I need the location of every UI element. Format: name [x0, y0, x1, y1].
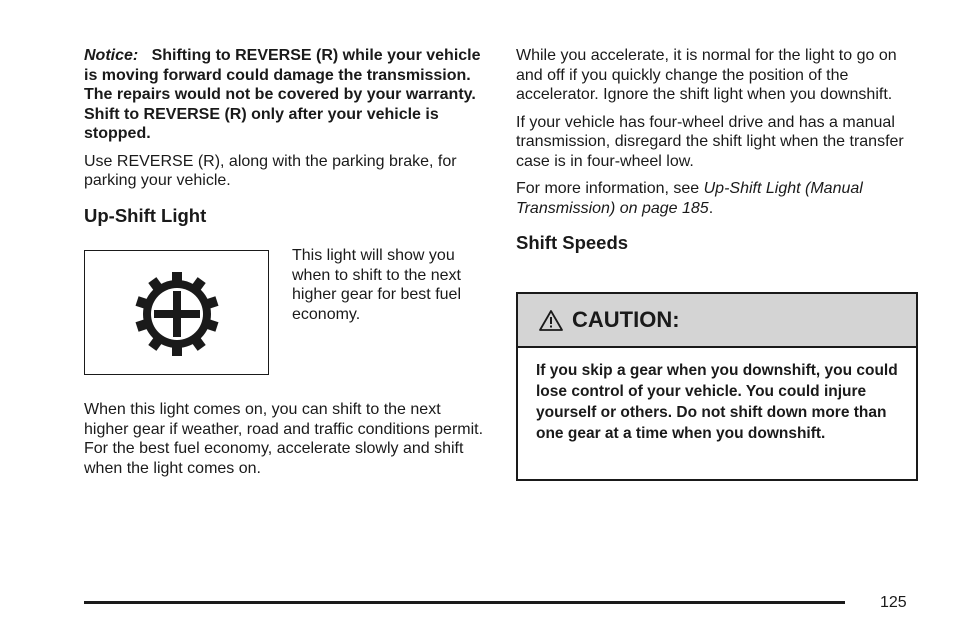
page-number: 125	[880, 594, 907, 611]
caution-title: CAUTION:	[572, 307, 680, 332]
notice-text: Shifting to REVERSE (R) while your vehicle is moving forward could damage the transmission. The repairs would not be covered by your warranty. Shift to REVERSE (R) only after your vehicle is stopped.	[84, 47, 481, 142]
right-column	[516, 46, 918, 442]
accelerate-paragraph: While you accelerate, it is normal for the light to go on and off if you quickly change the position of the accelerator. Ignore the shift light when you downshift.	[516, 47, 897, 103]
light-comes-on-paragraph: When this light comes on, you can shift to the next higher gear if weather, road and traffic conditions permit. For the best fuel economy, accelerate slowly and shift when the light comes on.	[84, 401, 484, 477]
left-column	[84, 46, 484, 477]
upshift-light-icon-box	[84, 250, 269, 375]
caution-box	[516, 292, 918, 481]
more-info-prefix: For more information, see	[516, 180, 704, 197]
footer-rule	[84, 601, 845, 604]
upshift-light-heading: Up-Shift Light	[84, 204, 207, 226]
shift-speeds-heading: Shift Speeds	[516, 232, 629, 253]
caution-text: If you skip a gear when you downshift, you could lose control of your vehicle. You could injure yourself or others. Do not shift down more than one gear at a time when you downshift.	[536, 362, 898, 442]
four-wheel-paragraph: If your vehicle has four-wheel drive and has a manual transmission, disregard the shift light when the transfer case is in four-wheel low.	[516, 113, 904, 170]
reverse-paragraph: Use REVERSE (R), along with the parking brake, for parking your vehicle.	[84, 152, 457, 189]
more-info-suffix: .	[708, 199, 714, 217]
upshift-light-description: This light will show you when to shift to the next higher gear for best fuel economy.	[292, 247, 461, 323]
caution-header	[518, 294, 916, 348]
cross-reference-link: Up-Shift Light (Manual Transmission) on page 185	[516, 180, 863, 217]
notice-paragraph	[84, 46, 484, 144]
caution-body	[518, 348, 916, 444]
more-info-paragraph	[516, 179, 918, 218]
notice-label: Notice:	[84, 47, 139, 64]
warning-triangle-icon	[538, 309, 564, 332]
upshift-light-icon	[132, 269, 222, 359]
